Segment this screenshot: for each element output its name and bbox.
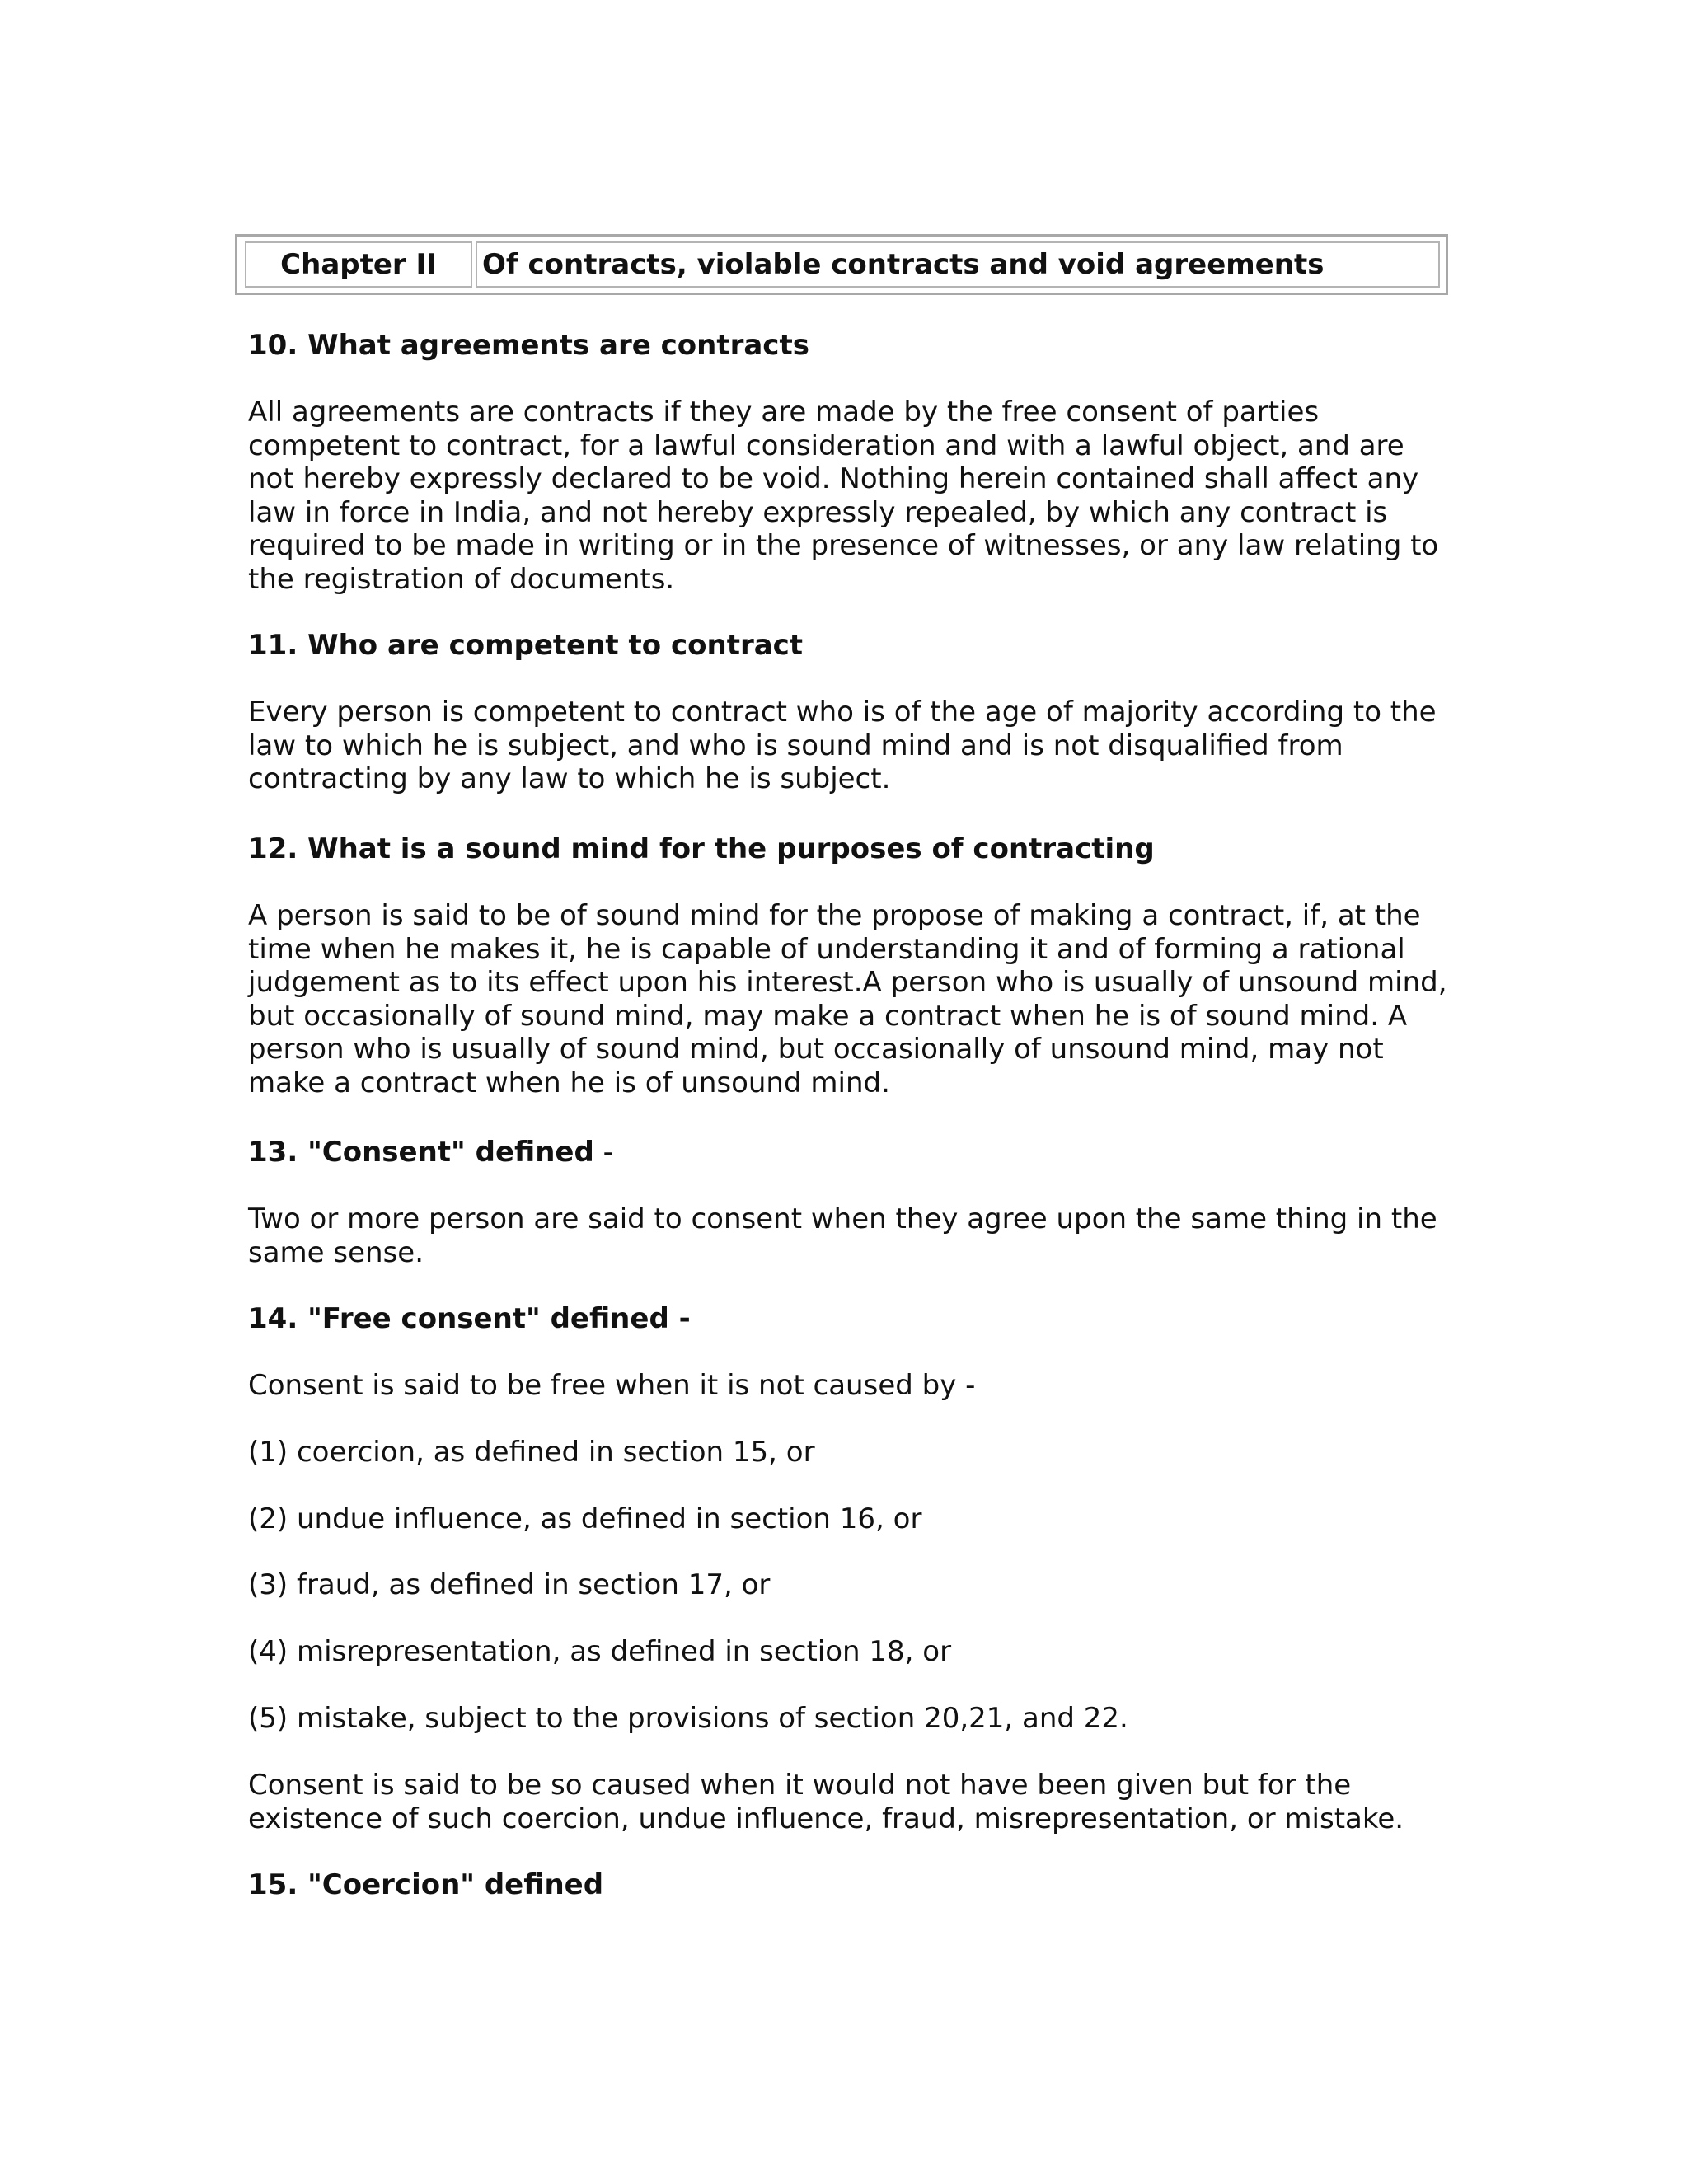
list-item: (4) misrepresentation, as defined in section 18, or: [248, 1635, 952, 1668]
list-item: (5) mistake, subject to the provisions of section 20,21, and 22.: [248, 1702, 1128, 1735]
section-14-intro: Consent is said to be free when it is not caused by -: [248, 1369, 976, 1402]
list-item: (1) coercion, as defined in section 15, or: [248, 1436, 815, 1469]
section-15-heading: 15. "Coercion" defined: [248, 1868, 604, 1901]
body-line: required to be made in writing or in the presence of witnesses, or any law relating to: [248, 529, 1439, 562]
body-line: competent to contract, for a lawful consideration and with a lawful object, and are: [248, 429, 1404, 462]
chapter-title: Of contracts, violable contracts and void agreements: [476, 241, 1440, 288]
section-11-body: [248, 696, 1443, 796]
chapter-number: Chapter II: [245, 241, 472, 288]
chapter-header-table: [235, 234, 1448, 295]
body-line: judgement as to its effect upon his interest.A person who is usually of unsound mind,: [248, 966, 1447, 999]
body-line: All agreements are contracts if they are made by the free consent of parties: [248, 396, 1320, 429]
body-line: A person is said to be of sound mind for the propose of making a contract, if, at the: [248, 899, 1421, 932]
body-line: not hereby expressly declared to be void. Nothing herein contained shall affect any: [248, 462, 1419, 495]
body-line: existence of such coercion, undue influence, fraud, misrepresentation, or mistake.: [248, 1802, 1404, 1835]
body-line: law in force in India, and not hereby expressly repealed, by which any contract is: [248, 495, 1388, 529]
body-line: same sense.: [248, 1235, 424, 1269]
section-13-heading-text: 13. "Consent" defined: [248, 1136, 594, 1169]
body-line: time when he makes it, he is capable of understanding it and of forming a rational: [248, 932, 1405, 966]
section-10-body: [248, 396, 1443, 596]
section-14-closing: [248, 1769, 1443, 1835]
body-line: make a contract when he is of unsound mind.: [248, 1066, 890, 1099]
body-line: Two or more person are said to consent when they agree upon the same thing in the: [248, 1202, 1437, 1235]
section-13-heading-dash: -: [593, 1136, 613, 1169]
body-line: Every person is competent to contract who is of the age of majority according to the: [248, 696, 1437, 729]
body-line: the registration of documents.: [248, 562, 675, 596]
section-10-heading: 10. What agreements are contracts: [248, 329, 809, 362]
section-11-heading: 11. Who are competent to contract: [248, 629, 804, 662]
body-line: person who is usually of sound mind, but occasionally of unsound mind, may not: [248, 1033, 1384, 1066]
list-item: (2) undue influence, as defined in section 16, or: [248, 1502, 922, 1535]
body-line: but occasionally of sound mind, may make a contract when he is of sound mind. A: [248, 999, 1408, 1033]
section-13-body: [248, 1202, 1443, 1269]
list-item: (3) fraud, as defined in section 17, or: [248, 1568, 771, 1601]
section-14-heading: 14. "Free consent" defined -: [248, 1302, 691, 1335]
body-line: Consent is said to be so caused when it would not have been given but for the: [248, 1769, 1352, 1802]
section-13-heading: [248, 1136, 1443, 1169]
section-12-body: [248, 899, 1447, 1099]
section-12-heading: 12. What is a sound mind for the purposes of contracting: [248, 832, 1155, 865]
body-line: contracting by any law to which he is subject.: [248, 762, 891, 795]
body-line: law to which he is subject, and who is sound mind and is not disqualified from: [248, 729, 1343, 762]
